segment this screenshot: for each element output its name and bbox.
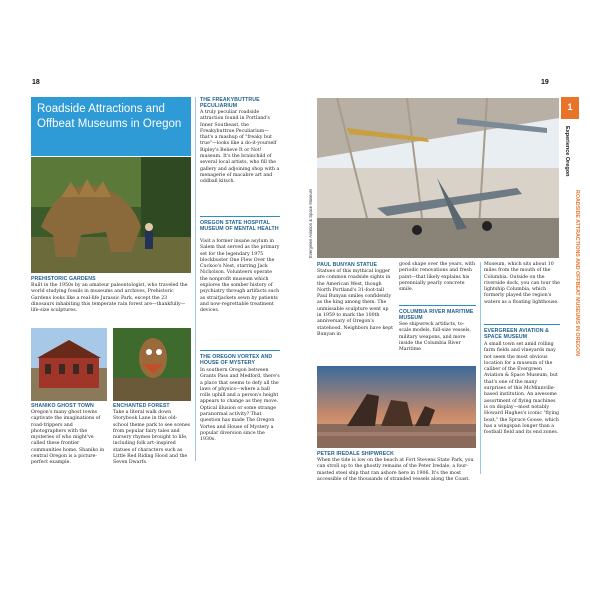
side-section-text: [573, 190, 580, 380]
evergreen-body: A small town set amid rolling farm fields and vineyards may not seem the most obvious location for a museum of the caliber of the Evergreen Aviation & Space Museum, but that's one of the many surprises of this McMinnville-based institution. An awesome assortment of flying machines is on display—most notably Howard Hughes's iconic "flying boat," the Spruce Goose, which has a wingspan longer than a football field and its end zones.: [484, 342, 559, 436]
left-page-number: 18: [32, 79, 40, 86]
aviation-museum-photo: [317, 98, 559, 258]
vortex-body: In southern Oregon between Grants Pass and Medford, there's a place that seems to defy all the laws of physics—where a ball rolls uphill and a person's height appears to change as they move. Optical illusion or some strange paranormal activity? That question has made The Oregon Vortex and House of Mystery a popular diversion since the 1930s.: [200, 368, 280, 443]
photo-credit-text: Evergreen Aviation & Space Museum: [308, 188, 313, 258]
shaniko-body: Oregon's many ghost towns captivate the imaginations of road-trippers and photographers with the mysteries of who might've called these frontier communities home. Shaniko in central Oregon is a picture-perfect example.: [31, 410, 105, 466]
bunyan-heading: PAUL BUNYAN STATUE: [317, 262, 378, 268]
freakybuttrue-body: A truly peculiar roadside attraction found in Portland's Inner Southeast, the Freakybuttrue Peculiarium— that's a mashup of "freaky but true"—looks like a do-it-yourself Ripley's Believe It or Not! museum. It's the brainchild of several local artists, who fill the gallery and adjoining shop with a menagerie of macabre art and oddball kitsch.: [200, 110, 280, 185]
column-divider: [480, 262, 481, 474]
bunyan-body-continued: good shape over the years, with periodic renovations and fresh paint—that likely explains his perennially pearly concrete smile.: [399, 262, 476, 293]
ghost-town-photo: [31, 328, 107, 401]
bunyan-body: Statues of this mythical logger are common roadside sights in the American West, though North Portland's 31-foot-tall Paul Bunyan smiles confidently as the king among them. The unmissable sculpture went up in 1959 to mark the 100th anniversary of Oregon's statehood. Neighbors have kept Bunyan in: [317, 269, 393, 337]
freakybuttrue-heading: THE FREAKYBUTTRUE PECULIARIUM: [200, 97, 260, 110]
dinosaur-photo: [31, 157, 191, 273]
chapter-tab: [561, 97, 579, 119]
side-running-text: [563, 126, 570, 366]
photo-credit: [308, 160, 314, 260]
section-name: ROADSIDE ATTRACTIONS AND OFFBEAT MUSEUMS IN OREGON: [574, 190, 580, 356]
enchanted-body: Take a literal walk down Storybook Lane in this old-school theme park to see scenes from popular fairy tales and nursery rhymes brought to life, including folk art–inspired statues of characters such as Little Red Riding Hood and the Seven Dwarfs.: [113, 410, 191, 466]
section-rule: [200, 350, 280, 351]
chapter-name: Experience Oregon: [564, 126, 570, 177]
columbia-body-continued: Museum, which sits about 10 miles from the mouth of the Columbia. Outside on the riverside dock, you can tour the lightship Columbia, which formerly played the region's waters as a floating lighthouse.: [484, 262, 560, 305]
hospital-body: Visit a former insane asylum in Salem that served as the primary set for the legendary 1975 blockbuster One Flew Over the Cuckoo's Nest, starring Jack Nicholson. Volunteers operate the nonprofit museum which explores the somber history of psychiatry through artifacts such as straitjackets sewn by patients and now-regrettable treatment devices.: [200, 239, 280, 314]
section-rule: [484, 324, 560, 325]
peter-body: When the tide is low on the beach at Fort Stevens State Park, you can stroll up to the ghostly remains of the Peter Iredale, a four-masted steel ship that ran ashore here in 1906. It's the most accessible of the thousands of stranded vessels along the Coast.: [317, 458, 474, 482]
page-title: Roadside Attractions and Offbeat Museums in Oregon: [37, 103, 182, 130]
prehistoric-heading: PREHISTORIC GARDENS: [31, 276, 96, 282]
vortex-heading: THE OREGON VORTEX AND HOUSE OF MYSTERY: [200, 354, 273, 367]
hospital-heading: OREGON STATE HOSPITAL MUSEUM OF MENTAL HEALTH: [200, 220, 279, 233]
prehistoric-body: Built in the 1950s by an amateur paleontologist, who traveled the world studying fossils in museums and archives, Prehistoric Gardens looks like a real-life Jurassic Park, except the 23 dinosaurs inhabiting this temperate rain forest are—thankfully—life-size sculptures.: [31, 283, 188, 314]
shipwreck-photo: [317, 366, 476, 448]
peter-heading: PETER IREDALE SHIPWRECK: [317, 451, 394, 457]
title-box: [31, 97, 191, 156]
shaniko-heading: SHANIKO GHOST TOWN: [31, 403, 94, 409]
section-rule: [399, 305, 476, 306]
chapter-number: 1: [567, 102, 573, 112]
column-divider: [195, 97, 196, 461]
enchanted-forest-photo: [113, 328, 191, 401]
evergreen-heading: EVERGREEN AVIATION & SPACE MUSEUM: [484, 328, 550, 341]
right-page-number: 19: [541, 79, 549, 86]
enchanted-heading: ENCHANTED FOREST: [113, 403, 170, 409]
columbia-heading: COLUMBIA RIVER MARITIME MUSEUM: [399, 309, 474, 322]
columbia-body: See shipwreck artifacts, to-scale models, full-size vessels, military weapons, and more inside the Columbia River Maritime: [399, 322, 471, 353]
section-rule: [200, 216, 280, 217]
